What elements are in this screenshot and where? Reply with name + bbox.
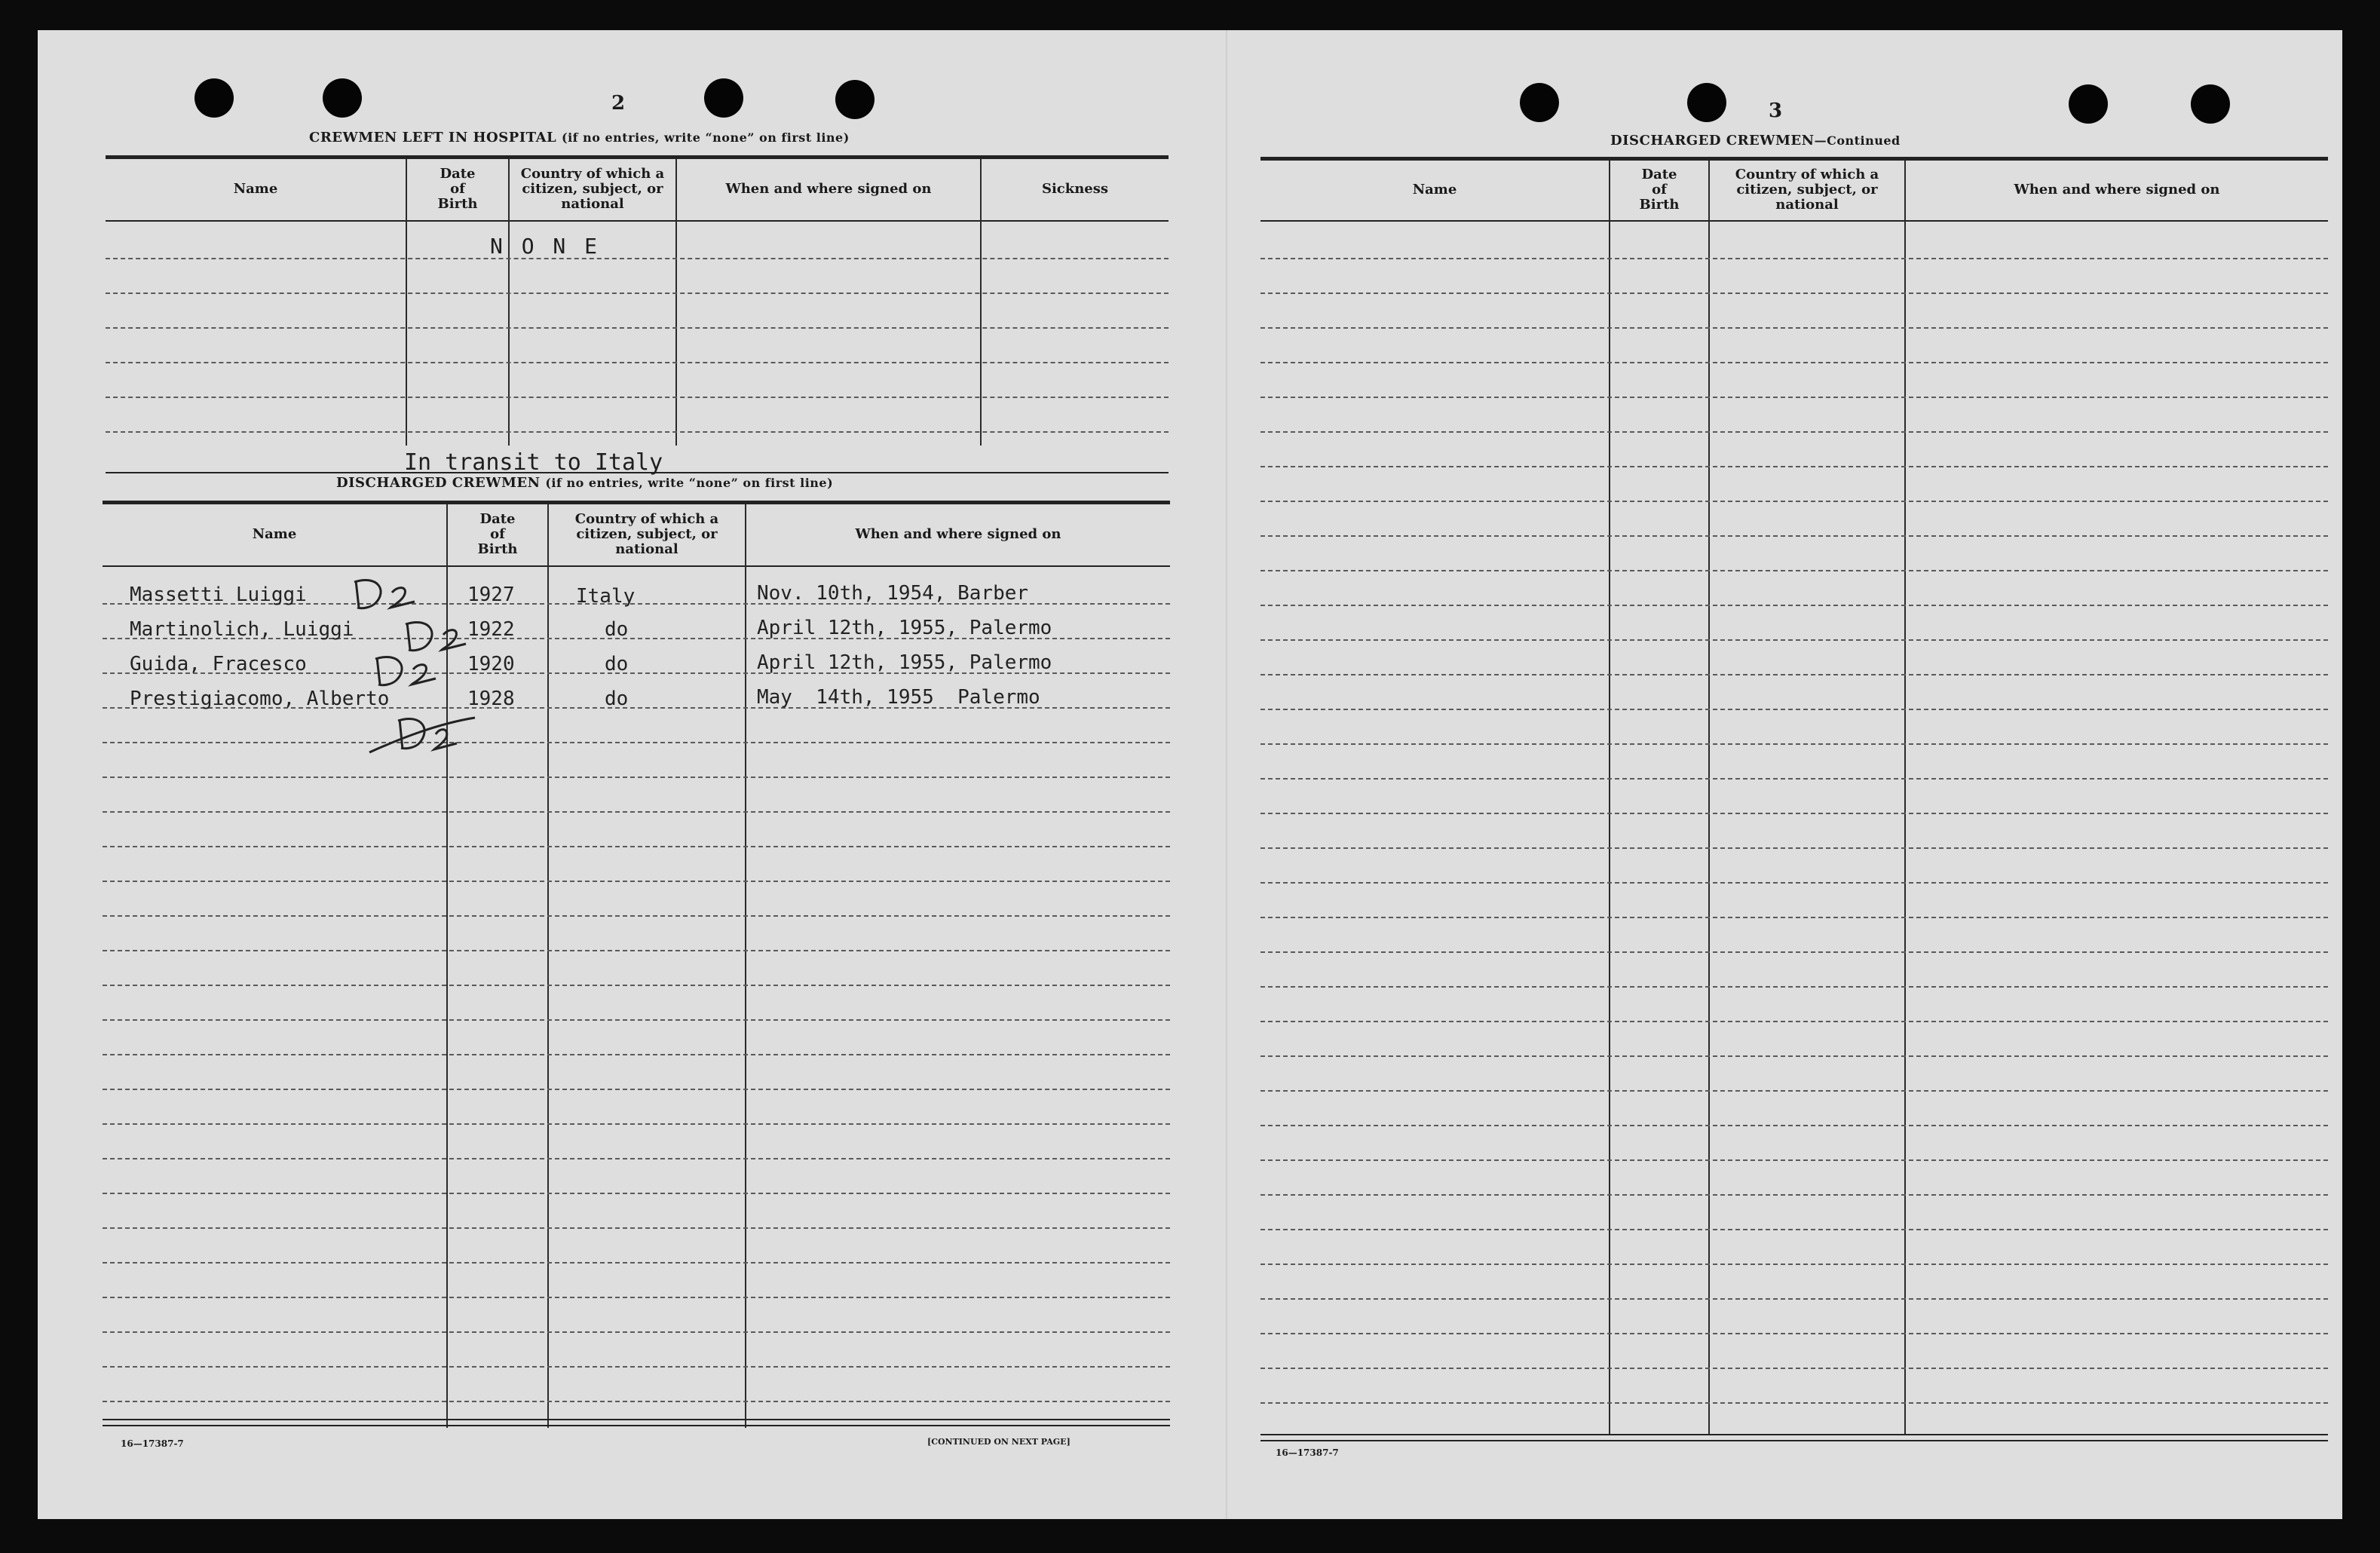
form-sheet: [38, 30, 2342, 1519]
crewman-name: Martinolich, Luiggi: [130, 618, 354, 641]
ruled-line: [1260, 986, 2328, 988]
table-bottom-rule: [103, 1419, 1170, 1420]
crewman-birth: 1922: [467, 618, 515, 641]
ruled-line: [1260, 605, 2328, 606]
column-header-birth: Date of Birth: [477, 511, 518, 557]
ruled-line: [1260, 1021, 2328, 1022]
ruled-line: [103, 811, 1170, 813]
ruled-line: [1260, 951, 2328, 953]
ruled-line: [103, 846, 1170, 847]
ruled-line: [1260, 917, 2328, 918]
ruled-line: [1260, 501, 2328, 502]
column-header-signed-on: When and where signed on: [725, 181, 932, 197]
ruled-line: [1260, 1368, 2328, 1369]
punch-hole: [704, 78, 743, 118]
form-number: 16—17387-7: [1276, 1447, 1339, 1458]
ruled-line: [1260, 1194, 2328, 1196]
ruled-line: [1260, 362, 2328, 363]
column-header-signed-on: When and where signed on: [855, 526, 1061, 542]
table-bottom-rule: [1260, 1434, 2328, 1435]
ruled-line: [103, 1193, 1170, 1194]
ruled-line: [1260, 1055, 2328, 1057]
column-divider: [1708, 161, 1710, 1435]
ruled-line: [103, 985, 1170, 986]
ruled-line: [1260, 397, 2328, 398]
punch-hole: [195, 78, 234, 118]
crewman-signed-on: Nov. 10th, 1954, Barber: [757, 582, 1029, 605]
ruled-line: [1260, 882, 2328, 884]
ruled-line: [103, 1158, 1170, 1159]
crewman-signed-on: April 12th, 1955, Palermo: [757, 617, 1052, 639]
ruled-line: [1260, 1229, 2328, 1230]
ruled-line: [103, 776, 1170, 778]
crewman-name: Guida, Fracesco: [130, 653, 307, 675]
column-divider: [547, 504, 549, 1428]
punch-hole: [2191, 84, 2230, 124]
ruled-line: [1260, 1402, 2328, 1404]
page-number: 2: [611, 92, 626, 115]
column-divider: [1609, 161, 1610, 1435]
section-heading: [336, 475, 833, 491]
continued-note: [CONTINUED ON NEXT PAGE]: [927, 1437, 1071, 1447]
column-header-country: Country of which a citizen, subject, or national: [520, 166, 665, 212]
crewman-name: Massetti Luiggi: [130, 584, 307, 606]
ruled-line: [1260, 535, 2328, 537]
hospital-none-entry: N O N E: [490, 234, 601, 259]
column-header-signed-on: When and where signed on: [2014, 182, 2220, 198]
ruled-line: [103, 1401, 1170, 1402]
crewman-country: do: [605, 688, 629, 710]
crewman-country: do: [605, 618, 629, 641]
transit-note: In transit to Italy: [404, 449, 663, 476]
table-header-rule: [103, 565, 1170, 567]
ruled-line: [106, 293, 1169, 294]
ruled-line: [103, 1297, 1170, 1298]
section-heading: [1610, 133, 1901, 149]
column-header-name: Name: [233, 181, 278, 197]
ruled-line: [1260, 258, 2328, 259]
ruled-line: [1260, 847, 2328, 849]
ruled-line: [1260, 1090, 2328, 1092]
ruled-line: [103, 1054, 1170, 1055]
ruled-line: [1260, 1125, 2328, 1126]
ruled-line: [103, 1366, 1170, 1368]
table-header-rule: [1260, 220, 2328, 222]
form-number: 16—17387-7: [121, 1438, 184, 1449]
heading-note: (if no entries, write “none” on first line): [562, 130, 850, 145]
ruled-line: [1260, 709, 2328, 710]
table-bottom-rule: [103, 1425, 1170, 1426]
ruled-line: [106, 397, 1169, 398]
ruled-line: [103, 1227, 1170, 1229]
handwritten-annotation: [348, 571, 431, 617]
ruled-line: [103, 742, 1170, 743]
column-header-birth: Date of Birth: [437, 166, 478, 212]
column-divider: [1904, 161, 1906, 1435]
ruled-line: [1260, 570, 2328, 571]
heading-title: CREWMEN LEFT IN HOSPITAL: [309, 130, 557, 145]
crewman-birth: 1928: [467, 688, 515, 710]
punch-hole: [1520, 83, 1559, 122]
column-header-country: Country of which a citizen, subject, or national: [1735, 167, 1879, 213]
punch-hole: [1687, 83, 1726, 122]
ruled-line: [1260, 813, 2328, 814]
crewman-name: Prestigiacomo, Alberto: [130, 688, 390, 710]
ruled-line: [1260, 1264, 2328, 1265]
column-header-name: Name: [1412, 182, 1457, 198]
ruled-line: [106, 258, 1169, 259]
handwritten-annotation: [354, 709, 482, 769]
heading-title: DISCHARGED CREWMEN: [1610, 133, 1815, 149]
heading-note: (if no entries, write “none” on first line): [545, 476, 834, 490]
crewman-country: Italy: [576, 585, 636, 608]
ruled-line: [106, 431, 1169, 433]
page-number: 3: [1769, 100, 1783, 122]
ruled-line: [103, 1123, 1170, 1125]
hospital-table: [106, 155, 1169, 449]
ruled-line: [1260, 293, 2328, 294]
discharged-continued-table: [1260, 157, 2328, 1466]
ruled-line: [1260, 1298, 2328, 1300]
ruled-line: [103, 881, 1170, 882]
ruled-line: [1260, 466, 2328, 467]
crewman-birth: 1927: [467, 584, 515, 606]
ruled-line: [1260, 743, 2328, 745]
ruled-line: [103, 950, 1170, 951]
punch-hole: [2069, 84, 2108, 124]
ruled-line: [1260, 327, 2328, 329]
punch-hole: [835, 80, 875, 119]
section-heading: [309, 130, 850, 145]
ruled-line: [103, 1019, 1170, 1021]
ruled-line: [1260, 1333, 2328, 1334]
ruled-line: [106, 327, 1169, 329]
heading-suffix: —Continued: [1814, 133, 1901, 148]
page-fold: [1226, 30, 1227, 1519]
column-divider: [745, 504, 746, 1428]
ruled-line: [103, 1331, 1170, 1333]
crewman-signed-on: April 12th, 1955, Palermo: [757, 651, 1052, 674]
ruled-line: [103, 1262, 1170, 1264]
ruled-line: [1260, 674, 2328, 675]
ruled-line: [1260, 639, 2328, 641]
ruled-line: [1260, 1159, 2328, 1161]
crewman-country: do: [605, 653, 629, 675]
table-bottom-rule: [1260, 1440, 2328, 1441]
table-header-rule: [106, 220, 1169, 222]
ruled-line: [1260, 778, 2328, 780]
ruled-line: [103, 915, 1170, 917]
crewman-birth: 1920: [467, 653, 515, 675]
handwritten-annotation: [369, 648, 452, 694]
punch-hole: [323, 78, 362, 118]
heading-title: DISCHARGED CREWMEN: [336, 475, 541, 491]
column-header-country: Country of which a citizen, subject, or national: [574, 511, 719, 557]
column-header-sickness: Sickness: [1041, 181, 1109, 197]
column-header-name: Name: [252, 526, 297, 542]
ruled-line: [106, 362, 1169, 363]
ruled-line: [103, 1089, 1170, 1090]
ruled-line: [1260, 431, 2328, 433]
crewman-signed-on: May 14th, 1955 Palermo: [757, 686, 1040, 709]
column-header-birth: Date of Birth: [1639, 167, 1680, 213]
